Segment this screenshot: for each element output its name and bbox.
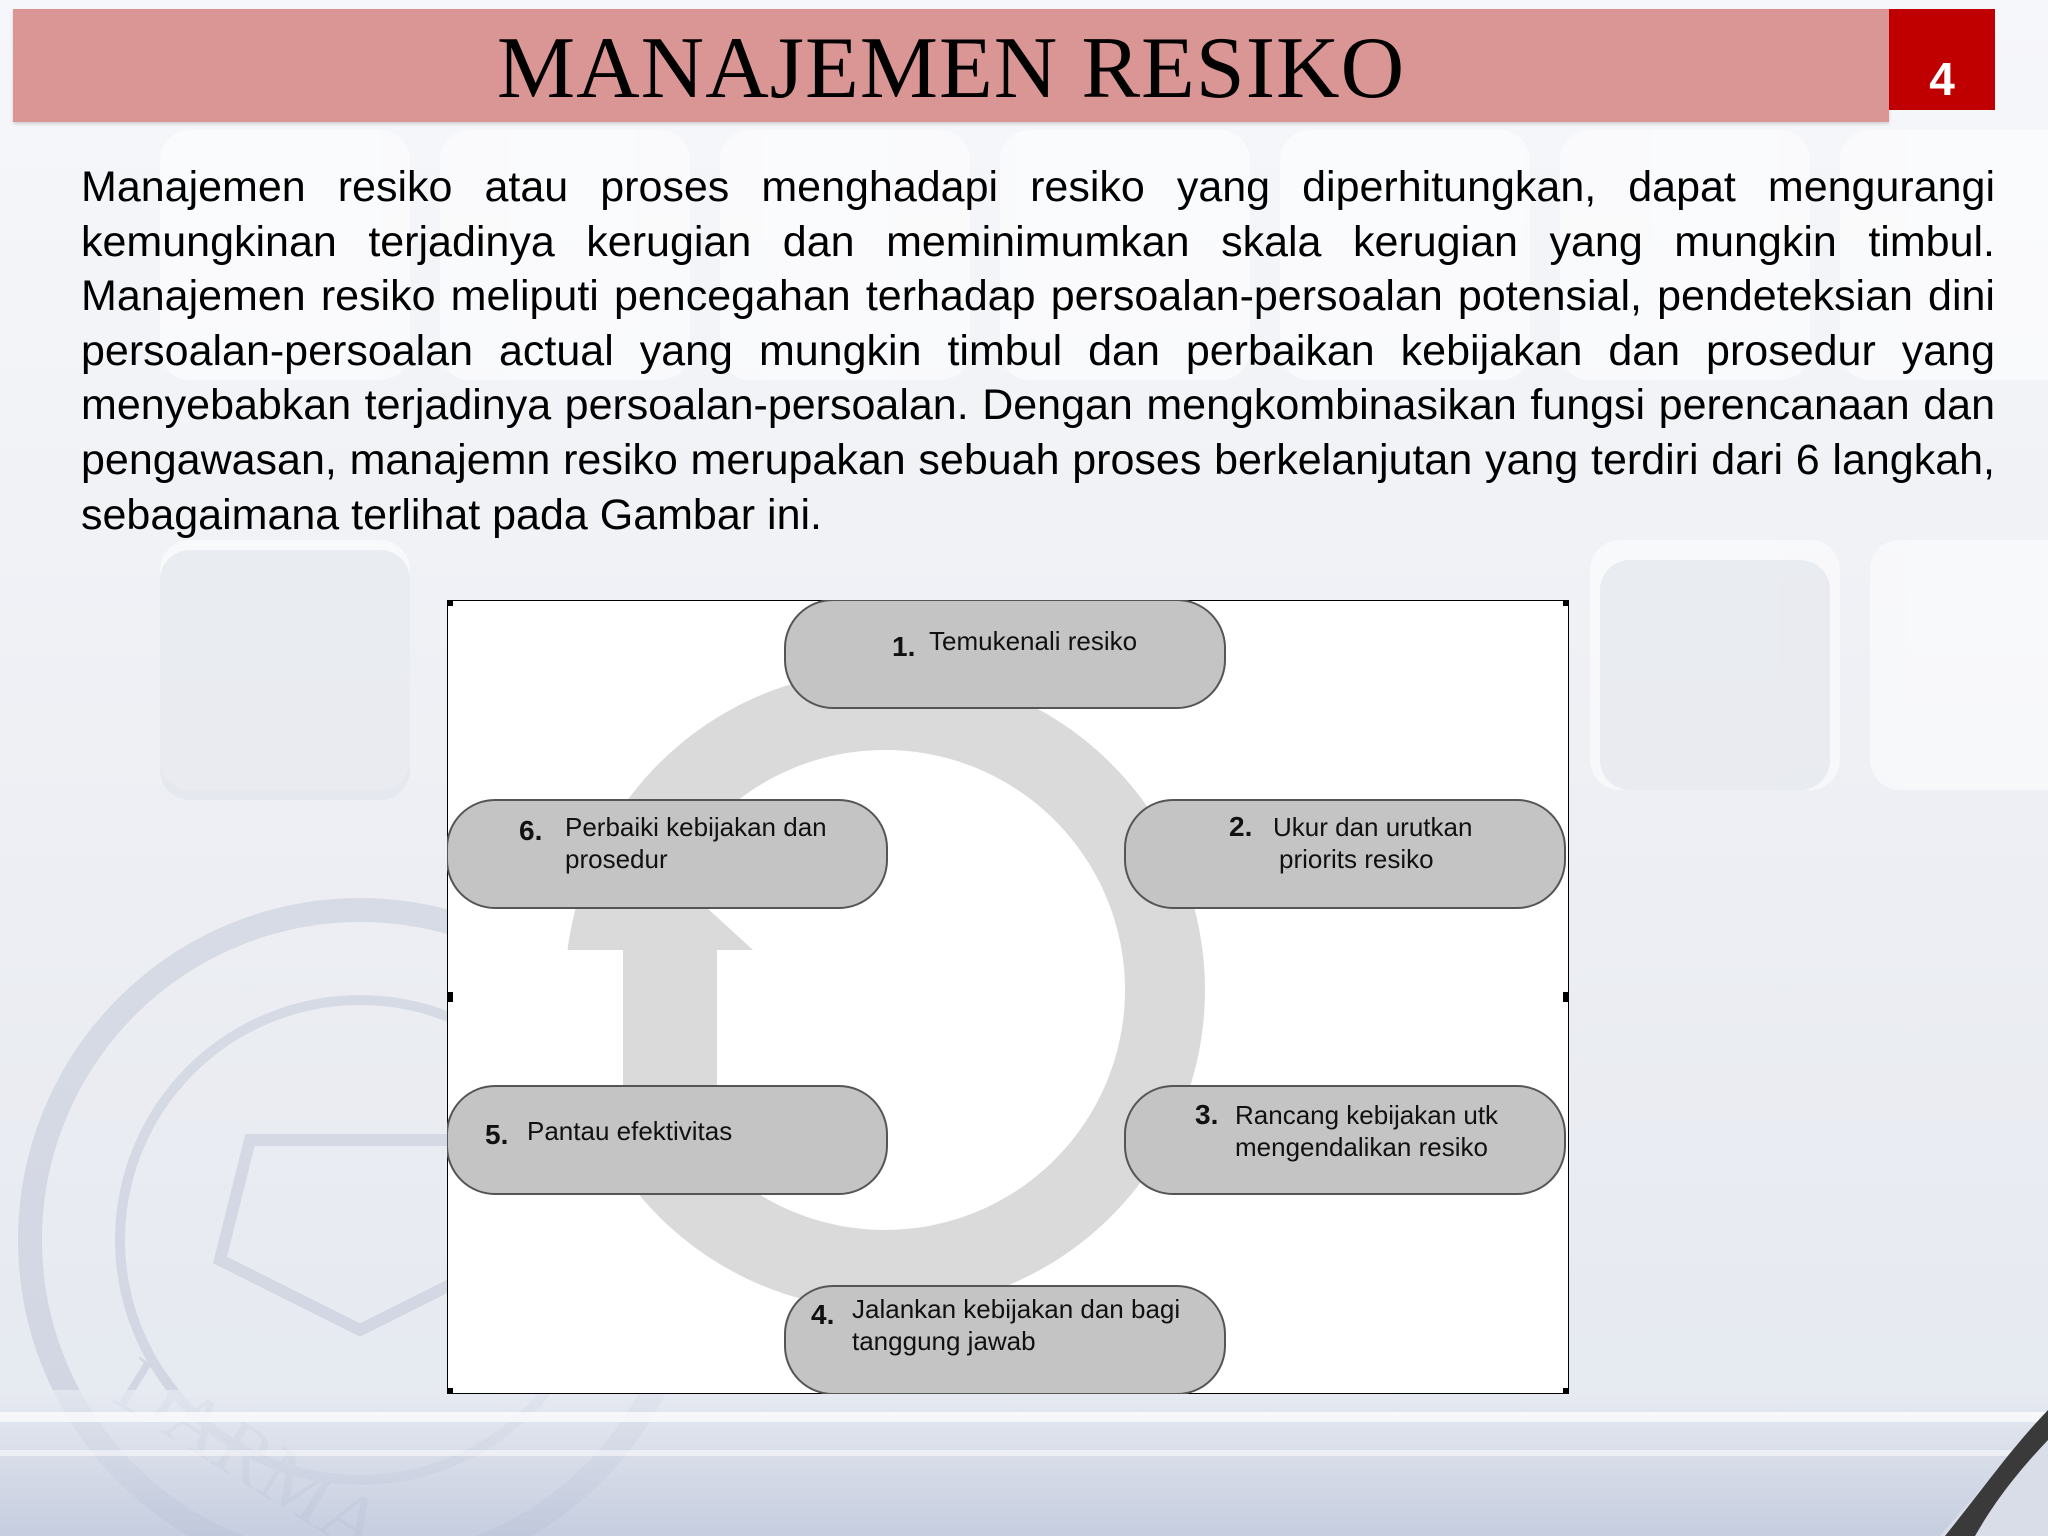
step-4-label-line2: tanggung jawab	[852, 1326, 1036, 1356]
step-5-label: Pantau efektivitas	[527, 1116, 733, 1146]
slide-title: MANAJEMEN RESIKO	[496, 20, 1406, 117]
step-4-box	[785, 1286, 1225, 1394]
step-3-label-line1: Rancang kebijakan utk	[1235, 1100, 1499, 1130]
step-5-number: 5.	[485, 1119, 509, 1150]
step-6-label-line1: Perbaiki kebijakan dan	[565, 812, 827, 842]
step-2-label-line1: Ukur dan urutkan	[1273, 812, 1473, 842]
step-4-label-line1: Jalankan kebijakan dan bagi	[852, 1294, 1181, 1324]
step-6-label-line2: prosedur	[565, 844, 668, 874]
step-5-box	[447, 1086, 887, 1194]
step-6-number: 6.	[519, 815, 543, 846]
page-number: 4	[1929, 53, 1955, 105]
step-2-label-line2: priorits resiko	[1279, 844, 1434, 874]
step-1-number: 1.	[892, 631, 916, 662]
step-3-label-line2: mengendalikan resiko	[1235, 1132, 1488, 1162]
step-3-box	[1125, 1086, 1565, 1194]
step-2-box	[1125, 800, 1565, 908]
step-1-box	[785, 600, 1225, 708]
step-6-box	[447, 800, 887, 908]
step-2-number: 2.	[1229, 811, 1253, 842]
step-3-number: 3.	[1195, 1099, 1219, 1130]
body-paragraph: Manajemen resiko atau proses menghadapi resiko yang diperhitungkan, dapat mengurangi kemungkinan terjadinya kerugian dan meminimumkan skala kerugian yang mungkin timbul. Manajemen resiko meliputi pencegahan terhadap persoalan-persoalan potensial, pendeteksian dini persoalan-persoalan actual yang mungkin timbul dan perbaikan kebijakan dan prosedur yang menyebabkan terjadinya persoalan-persoalan. Dengan mengkombinasikan fungsi perencanaan dan pengawasan, manajemn resiko merupakan sebuah proses berkelanjutan yang terdiri dari 6 langkah, sebagaimana terlihat pada Gambar ini.	[81, 163, 1995, 539]
step-1-label: Temukenali resiko	[929, 626, 1138, 656]
step-4-number: 4.	[811, 1299, 835, 1330]
risk-management-cycle-diagram	[447, 600, 1569, 1394]
